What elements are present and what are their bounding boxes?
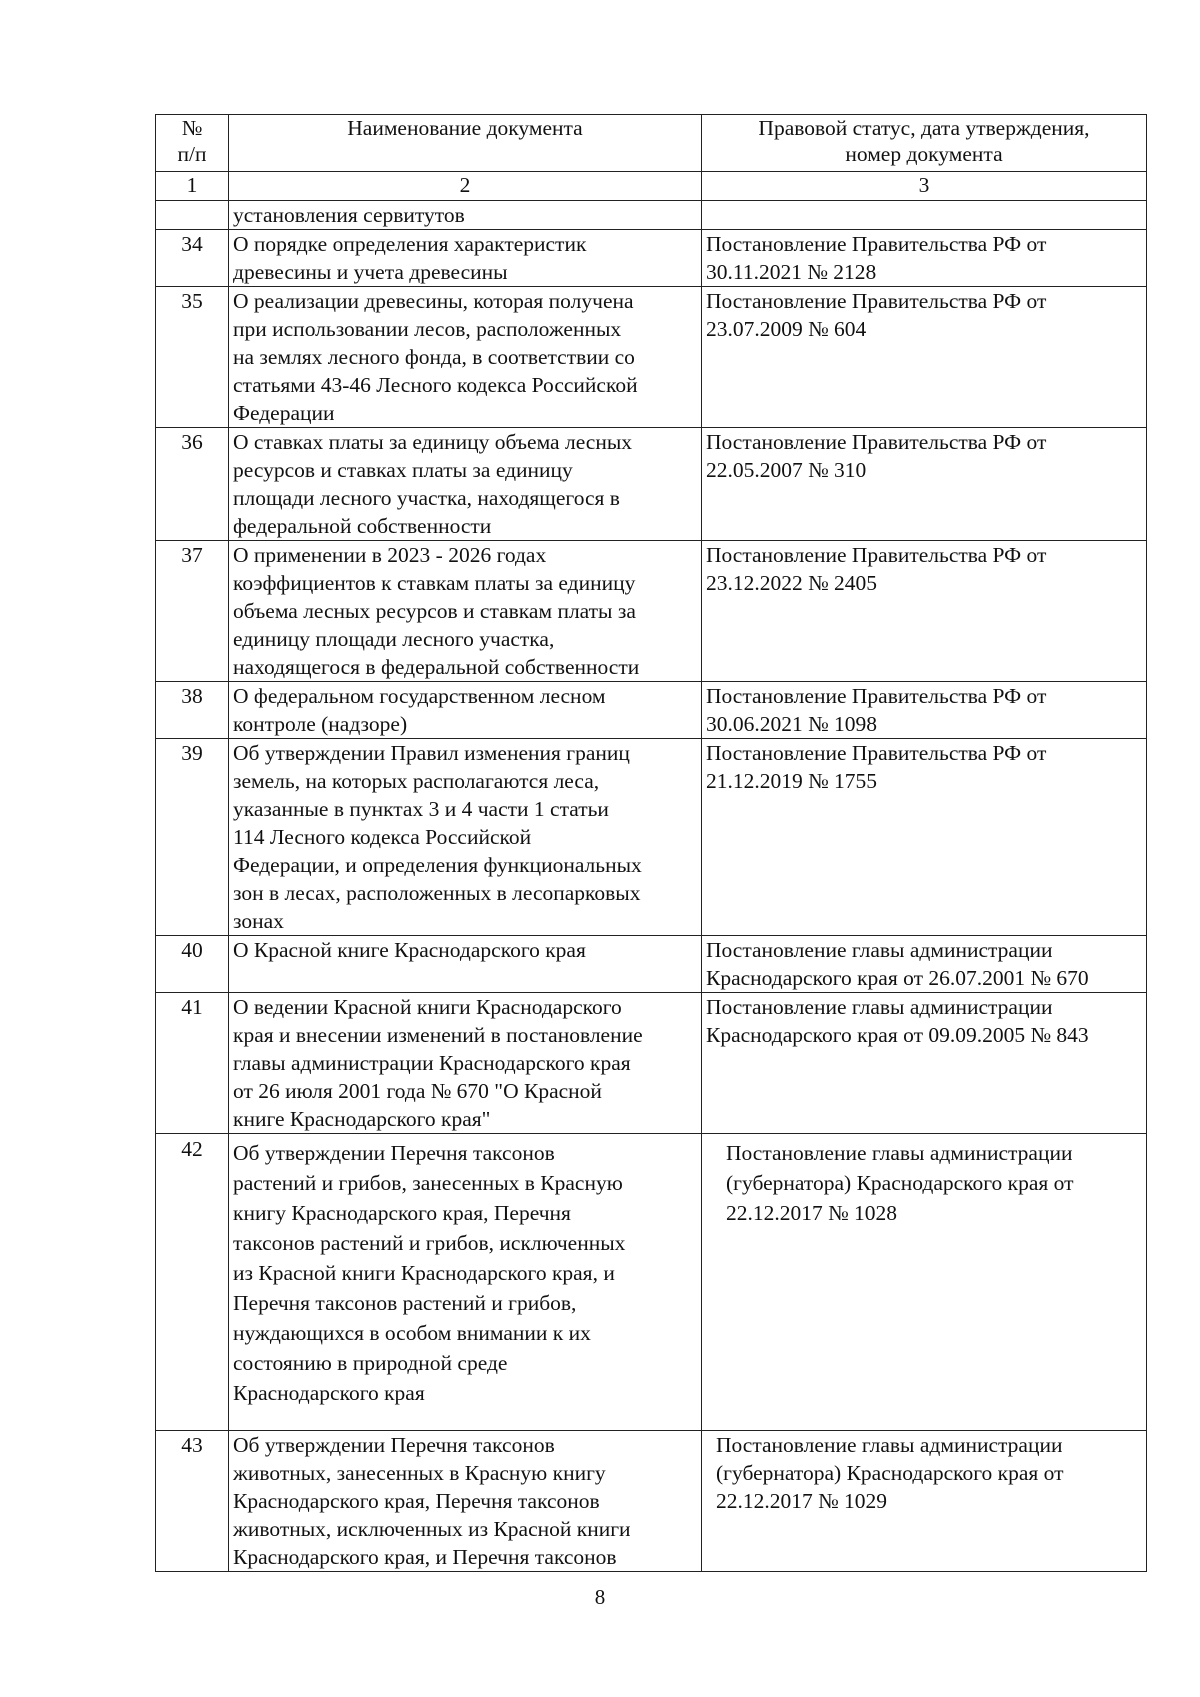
- table-row: [156, 541, 1147, 682]
- header-document-name: Наименование документа: [229, 115, 702, 172]
- page-number: 8: [594, 1585, 606, 1609]
- row-number: [156, 201, 229, 230]
- row-number: 35: [156, 287, 229, 428]
- document-name: О реализации древесины, которая получена при использовании лесов, расположенных на землях лесного фонда, в соответствии со статьями 43-46 Лесного кодекса Российской Федерации: [229, 287, 702, 428]
- document-name: О ведении Красной книги Краснодарского края и внесении изменений в постановление главы администрации Краснодарского края от 26 июля 2001 года № 670 "О Красной книге Краснодарского края": [229, 993, 702, 1134]
- table-row: [156, 287, 1147, 428]
- table-header-row: [156, 115, 1147, 172]
- table-row: [156, 1134, 1147, 1431]
- legal-status: Постановление Правительства РФ от 30.06.2021 № 1098: [702, 682, 1147, 739]
- row-number: 41: [156, 993, 229, 1134]
- table-row: [156, 936, 1147, 993]
- legal-status: Постановление главы администрации (губернатора) Краснодарского края от 22.12.2017 № 1028: [702, 1134, 1147, 1431]
- header-legal-status: Правовой статус, дата утверждения, номер документа: [702, 115, 1147, 172]
- row-number: 36: [156, 428, 229, 541]
- row-number: 37: [156, 541, 229, 682]
- document-name: Об утверждении Перечня таксонов растений и грибов, занесенных в Красную книгу Краснодарского края, Перечня таксонов растений и грибов, исключенных из Красной книги Краснодарского края, и Перечня таксонов растений и грибов, нуждающихся в особом внимании к их состоянию в природной среде Краснодарского края: [229, 1134, 702, 1431]
- table-row: [156, 201, 1147, 230]
- table-row: [156, 993, 1147, 1134]
- table-row: [156, 1431, 1147, 1572]
- column-number-1: 1: [156, 172, 229, 201]
- column-number-3: 3: [702, 172, 1147, 201]
- row-number: 38: [156, 682, 229, 739]
- document-name: О ставках платы за единицу объема лесных ресурсов и ставках платы за единицу площади лесного участка, находящегося в федеральной собственности: [229, 428, 702, 541]
- document-name: установления сервитутов: [229, 201, 702, 230]
- column-number-2: 2: [229, 172, 702, 201]
- row-number: 40: [156, 936, 229, 993]
- legal-status: [702, 201, 1147, 230]
- legal-status: Постановление Правительства РФ от 30.11.2021 № 2128: [702, 230, 1147, 287]
- row-number: 42: [156, 1134, 229, 1431]
- table-row: [156, 428, 1147, 541]
- document-name: О федеральном государственном лесном контроле (надзоре): [229, 682, 702, 739]
- legal-status: Постановление главы администрации (губернатора) Краснодарского края от 22.12.2017 № 1029: [702, 1431, 1147, 1572]
- row-number: 39: [156, 739, 229, 936]
- legal-status: Постановление Правительства РФ от 22.05.2007 № 310: [702, 428, 1147, 541]
- column-number-row: [156, 172, 1147, 201]
- table-row: [156, 682, 1147, 739]
- document-name: О применении в 2023 - 2026 годах коэффициентов к ставкам платы за единицу объема лесных ресурсов и ставкам платы за единицу площади лесного участка, находящегося в федеральной собственности: [229, 541, 702, 682]
- table-row: [156, 230, 1147, 287]
- legal-status: Постановление Правительства РФ от 23.07.2009 № 604: [702, 287, 1147, 428]
- legal-status: Постановление главы администрации Краснодарского края от 09.09.2005 № 843: [702, 993, 1147, 1134]
- table-row: [156, 739, 1147, 936]
- document-name: О Красной книге Краснодарского края: [229, 936, 702, 993]
- document-name: О порядке определения характеристик древесины и учета древесины: [229, 230, 702, 287]
- row-number: 43: [156, 1431, 229, 1572]
- document-name: Об утверждении Перечня таксонов животных, занесенных в Красную книгу Краснодарского края, Перечня таксонов животных, исключенных из Красной книги Краснодарского края, и Перечня таксонов: [229, 1431, 702, 1572]
- legal-status: Постановление Правительства РФ от 23.12.2022 № 2405: [702, 541, 1147, 682]
- header-number: № п/п: [156, 115, 229, 172]
- documents-table: [155, 114, 1147, 1572]
- row-number: 34: [156, 230, 229, 287]
- document-name: Об утверждении Правил изменения границ земель, на которых располагаются леса, указанные в пунктах 3 и 4 части 1 статьи 114 Лесного кодекса Российской Федерации, и определения функциональных зон в лесах, расположенных в лесопарковых зонах: [229, 739, 702, 936]
- legal-status: Постановление Правительства РФ от 21.12.2019 № 1755: [702, 739, 1147, 936]
- table-body: [156, 201, 1147, 1572]
- legal-status: Постановление главы администрации Краснодарского края от 26.07.2001 № 670: [702, 936, 1147, 993]
